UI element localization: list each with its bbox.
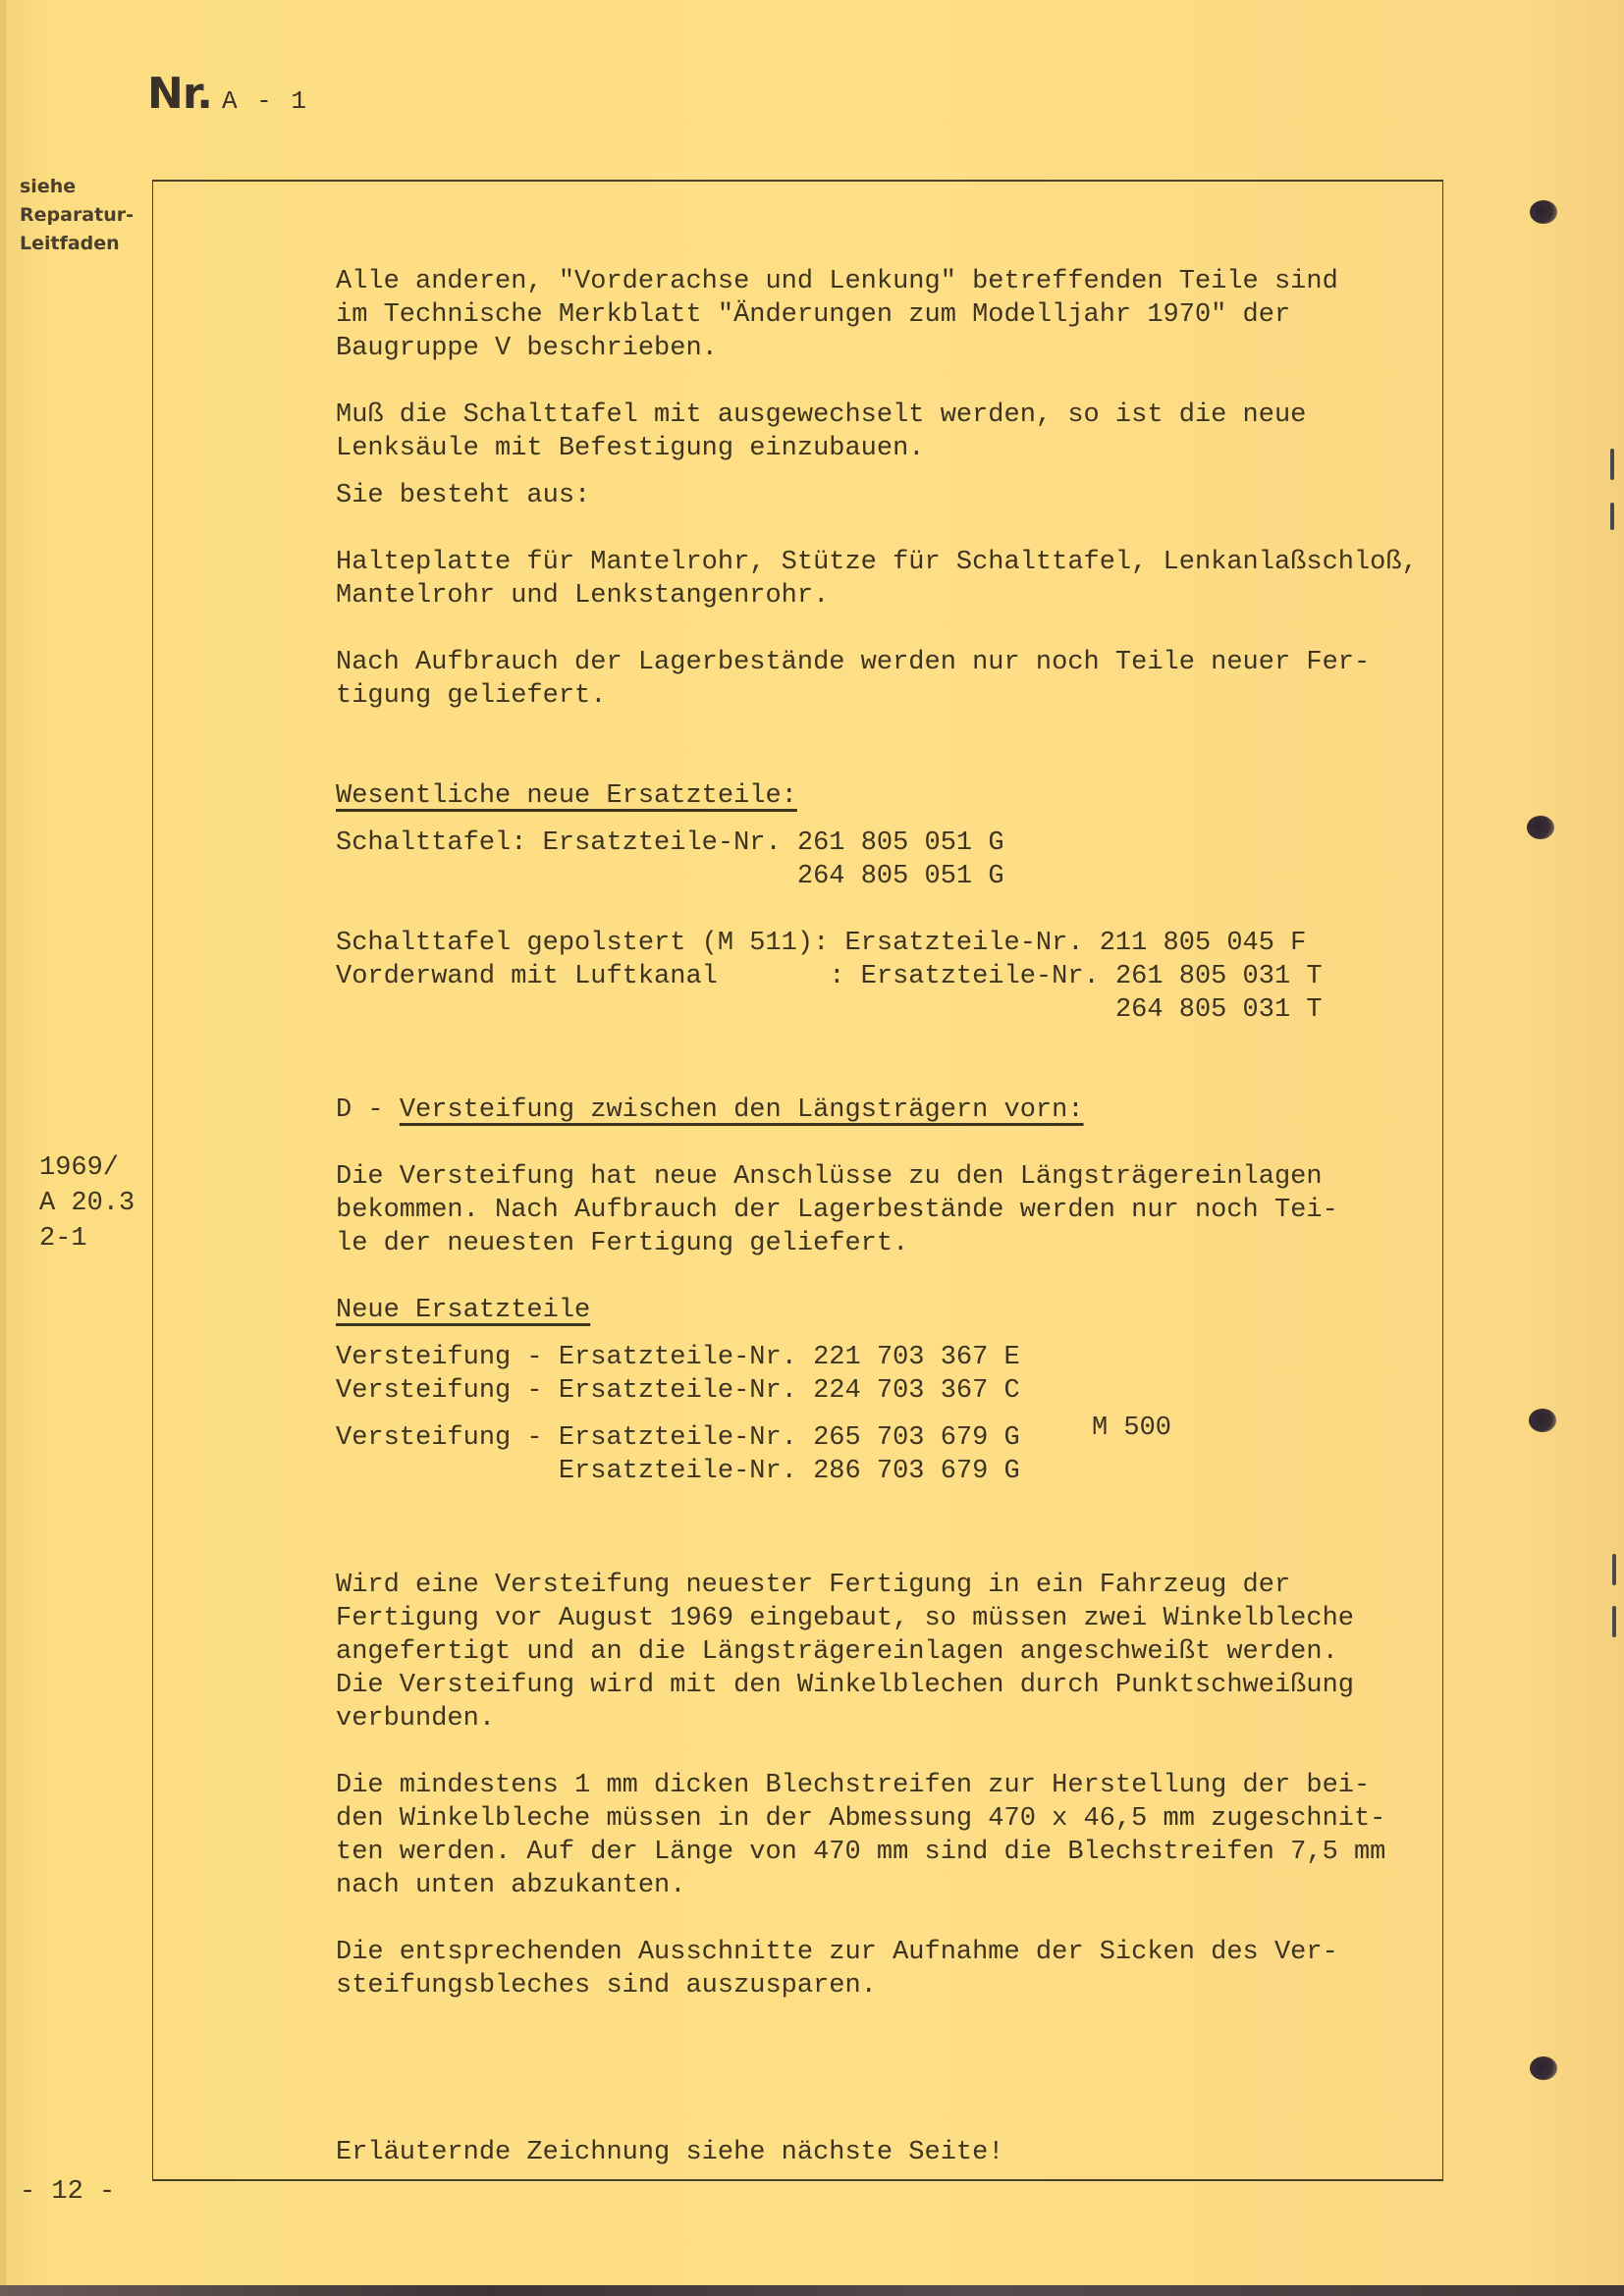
- intro-line: im Technische Merkblatt "Änderungen zum Modelljahr 1970" der: [336, 300, 1291, 330]
- spare-part-row: [336, 927, 1445, 960]
- punch-hole-icon: [1530, 200, 1557, 224]
- section-d-prefix: D -: [336, 1095, 400, 1125]
- new-parts-heading: Neue Ersatzteile: [336, 1296, 591, 1325]
- spare-part-number: 264 805 051 G: [796, 862, 1004, 891]
- edge-mark: [1610, 503, 1614, 530]
- spare-part-label: Schalttafel: Ersatzteile-Nr.: [336, 828, 797, 858]
- schalttafel-paragraph-line: Lenksäule mit Befestigung einzubauen.: [336, 434, 925, 463]
- section-d-text-line: Die Versteifung hat neue Anschlüsse zu den Längsträgereinlagen: [336, 1162, 1323, 1192]
- punch-hole-icon: [1530, 2056, 1557, 2080]
- document-number-value: A - 1: [221, 86, 308, 116]
- intro-line: Alle anderen, "Vorderachse und Lenkung" betreffenden Teile sind: [336, 267, 1338, 296]
- stock-note-line: tigung geliefert.: [336, 681, 607, 711]
- margin-reference-line: 1969/: [39, 1153, 120, 1183]
- parts-list-line: Halteplatte für Mantelrohr, Stütze für Schalttafel, Lenkanlaßschloß,: [336, 548, 1418, 577]
- spare-part-number: 261 805 051 G: [796, 828, 1004, 858]
- page-number: - 12 -: [20, 2177, 116, 2207]
- dimensions-paragraph-line: ten werden. Auf der Länge von 470 mm sind die Blechstreifen 7,5 mm: [336, 1838, 1386, 1867]
- punch-hole-icon: [1527, 816, 1554, 839]
- m500-note: M 500: [1092, 1414, 1172, 1443]
- dimensions-paragraph-line: nach unten abzukanten.: [336, 1871, 686, 1900]
- schalttafel-paragraph-line: Muß die Schalttafel mit ausgewechselt werden, so ist die neue: [336, 400, 1307, 430]
- margin-reference-line: 2-1: [39, 1224, 87, 1254]
- install-paragraph-line: Fertigung vor August 1969 eingebaut, so müssen zwei Winkelbleche: [336, 1604, 1354, 1633]
- page-left-edge: [0, 0, 6, 2287]
- section-d-text-line: bekommen. Nach Aufbrauch der Lagerbestände werden nur noch Tei-: [336, 1196, 1338, 1225]
- margin-see-repair-guide: [20, 173, 134, 258]
- document-number: [147, 69, 308, 119]
- see-next-page-note: Erläuternde Zeichnung siehe nächste Seite!: [336, 2138, 1004, 2167]
- dimensions-paragraph-line: Die mindestens 1 mm dicken Blechstreifen zur Herstellung der bei-: [336, 1771, 1371, 1800]
- edge-mark: [1612, 1606, 1616, 1637]
- spare-part-row: [336, 860, 1445, 893]
- install-paragraph-line: Wird eine Versteifung neuester Fertigung in ein Fahrzeug der: [336, 1571, 1291, 1600]
- margin-reference-line: A 20.3: [39, 1189, 135, 1218]
- punch-hole-icon: [1529, 1409, 1556, 1432]
- scan-background-strip: [0, 2285, 1624, 2296]
- margin-note-line: Reparatur-: [20, 204, 134, 226]
- install-paragraph-line: verbunden.: [336, 1704, 496, 1734]
- consists-of-label: Sie besteht aus:: [336, 481, 591, 510]
- spare-part-row: [336, 960, 1445, 993]
- spare-part-number: 261 805 031 T: [1114, 962, 1323, 991]
- new-part-m500-line: Ersatzteile-Nr. 286 703 679 G: [336, 1457, 1020, 1486]
- install-paragraph-line: Die Versteifung wird mit den Winkelblechen durch Punktschweißung: [336, 1671, 1354, 1700]
- new-part-line: Versteifung - Ersatzteile-Nr. 224 703 367 C: [336, 1376, 1020, 1406]
- stock-note-line: Nach Aufbrauch der Lagerbestände werden nur noch Teile neuer Fer-: [336, 648, 1371, 677]
- section-d-title: Versteifung zwischen den Längsträgern vorn:: [399, 1095, 1084, 1125]
- margin-reference: [39, 1150, 135, 1256]
- main-content: [336, 265, 1445, 2169]
- margin-note-line: Leitfaden: [20, 233, 120, 254]
- margin-note-line: siehe: [20, 176, 77, 197]
- spare-part-row: [336, 827, 1445, 860]
- edge-mark: [1610, 449, 1614, 480]
- spare-part-number: 211 805 045 F: [1099, 929, 1307, 958]
- spare-part-label: Schalttafel gepolstert (M 511): Ersatzteile-Nr.: [336, 929, 1100, 958]
- spare-parts-heading: Wesentliche neue Ersatzteile:: [336, 781, 797, 811]
- cutout-paragraph-line: steifungsbleches sind auszusparen.: [336, 1971, 877, 2001]
- new-part-line: Versteifung - Ersatzteile-Nr. 221 703 367 E: [336, 1343, 1020, 1372]
- edge-mark: [1612, 1554, 1616, 1585]
- install-paragraph-line: angefertigt und an die Längsträgereinlagen angeschweißt werden.: [336, 1637, 1338, 1667]
- section-d-text-line: le der neuesten Fertigung geliefert.: [336, 1229, 909, 1258]
- new-part-m500-line: Versteifung - Ersatzteile-Nr. 265 703 679 G: [336, 1423, 1020, 1453]
- section-d-heading: [336, 1094, 1445, 1127]
- spare-part-row: [336, 993, 1445, 1027]
- cutout-paragraph-line: Die entsprechenden Ausschnitte zur Aufnahme der Sicken des Ver-: [336, 1938, 1338, 1967]
- spare-part-label: Vorderwand mit Luftkanal : Ersatzteile-Nr.: [336, 962, 1115, 991]
- dimensions-paragraph-line: den Winkelbleche müssen in der Abmessung 470 x 46,5 mm zugeschnit-: [336, 1804, 1386, 1834]
- intro-line: Baugruppe V beschrieben.: [336, 334, 718, 363]
- parts-list-line: Mantelrohr und Lenkstangenrohr.: [336, 581, 830, 611]
- spare-part-number: 264 805 031 T: [1114, 995, 1323, 1025]
- document-number-label: Nr.: [147, 69, 212, 119]
